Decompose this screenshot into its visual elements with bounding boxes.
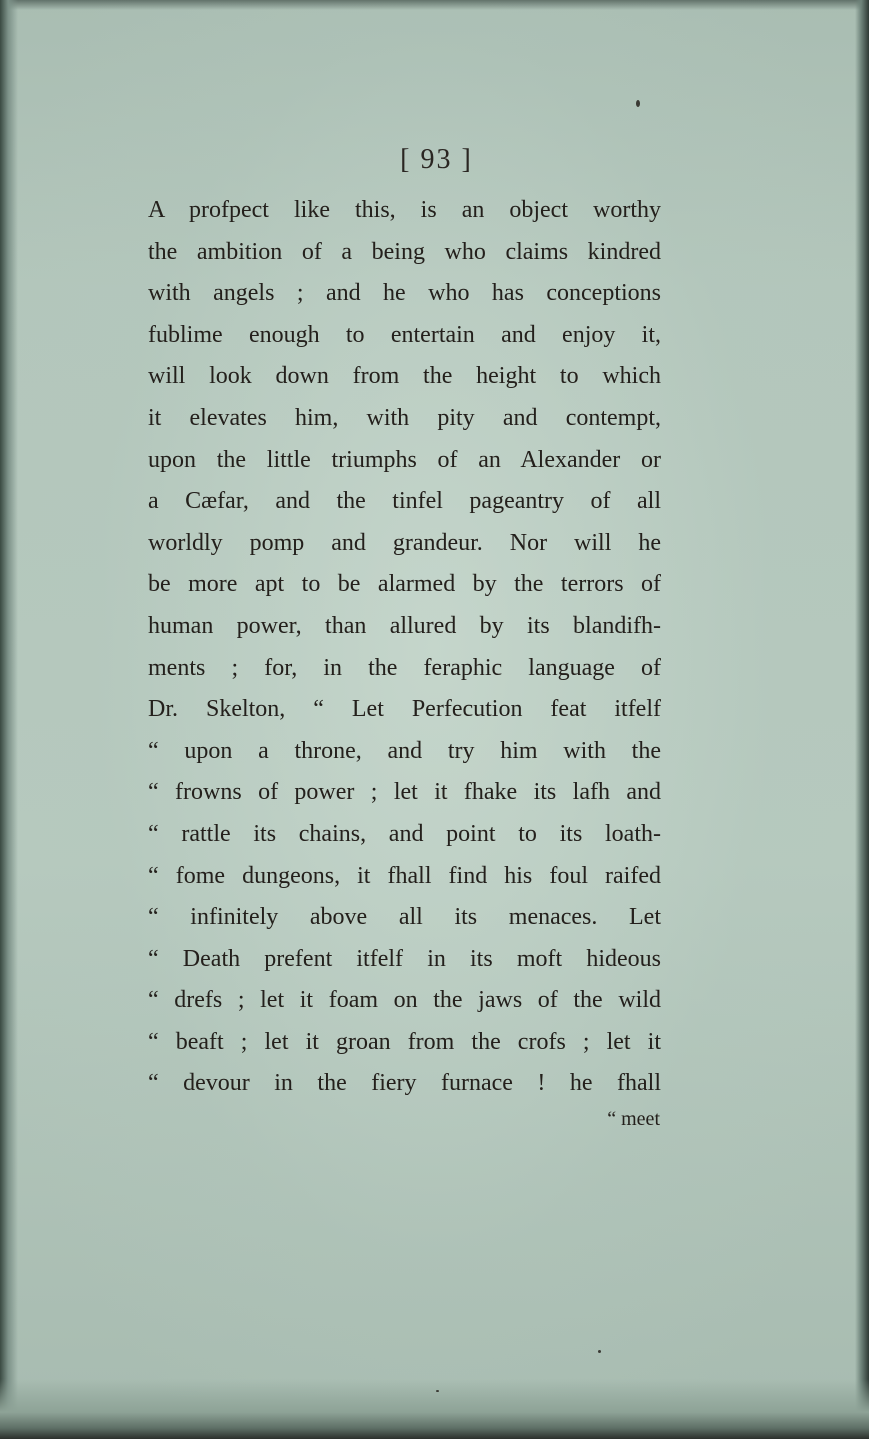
text-line: “ upon a throne, and try him with the bbox=[148, 737, 661, 764]
page-bottom-edge bbox=[0, 1379, 869, 1439]
text-line: Dr. Skelton, “ Let Perfecution feat itfelf bbox=[148, 696, 661, 723]
text-line: “ infinitely above all its menaces. Let bbox=[148, 904, 661, 931]
catchword: “ meet bbox=[607, 1108, 660, 1130]
ink-speck bbox=[636, 100, 640, 107]
text-line: “ devour in the fiery furnace ! he fhall bbox=[148, 1070, 661, 1097]
ink-speck bbox=[436, 1390, 439, 1392]
text-line: fublime enough to entertain and enjoy it, bbox=[148, 321, 661, 348]
text-line: with angels ; and he who has conceptions bbox=[148, 280, 661, 307]
text-line: “ beaft ; let it groan from the crofs ; let it bbox=[148, 1028, 661, 1055]
text-line: A profpect like this, is an object worthy bbox=[148, 197, 661, 223]
page-number: [ 93 ] bbox=[400, 144, 473, 175]
text-line: “ fome dungeons, it fhall find his foul raifed bbox=[148, 862, 661, 889]
text-line: ments ; for, in the feraphic language of bbox=[148, 654, 661, 681]
text-line: “ rattle its chains, and point to its loath- bbox=[148, 820, 661, 847]
text-line: “ Death prefent itfelf in its moft hideous bbox=[148, 945, 661, 972]
ink-speck bbox=[598, 1350, 601, 1353]
text-line: upon the little triumphs of an Alexander or bbox=[148, 446, 661, 473]
text-line: be more apt to be alarmed by the terrors of bbox=[148, 571, 661, 598]
text-line: the ambition of a being who claims kindred bbox=[148, 238, 661, 265]
text-line: “ frowns of power ; let it fhake its lafh and bbox=[148, 779, 661, 806]
text-line: “ drefs ; let it foam on the jaws of the wild bbox=[148, 987, 661, 1014]
body-text bbox=[148, 190, 661, 1105]
text-line: a Cæfar, and the tinfel pageantry of all bbox=[148, 488, 661, 515]
page-top-edge bbox=[0, 0, 869, 10]
page-left-edge bbox=[0, 0, 18, 1439]
text-line: will look down from the height to which bbox=[148, 363, 661, 390]
page-right-edge bbox=[855, 0, 869, 1439]
text-line: human power, than allured by its blandifh- bbox=[148, 612, 661, 639]
text-line: it elevates him, with pity and contempt, bbox=[148, 404, 661, 431]
text-line: worldly pomp and grandeur. Nor will he bbox=[148, 529, 661, 556]
